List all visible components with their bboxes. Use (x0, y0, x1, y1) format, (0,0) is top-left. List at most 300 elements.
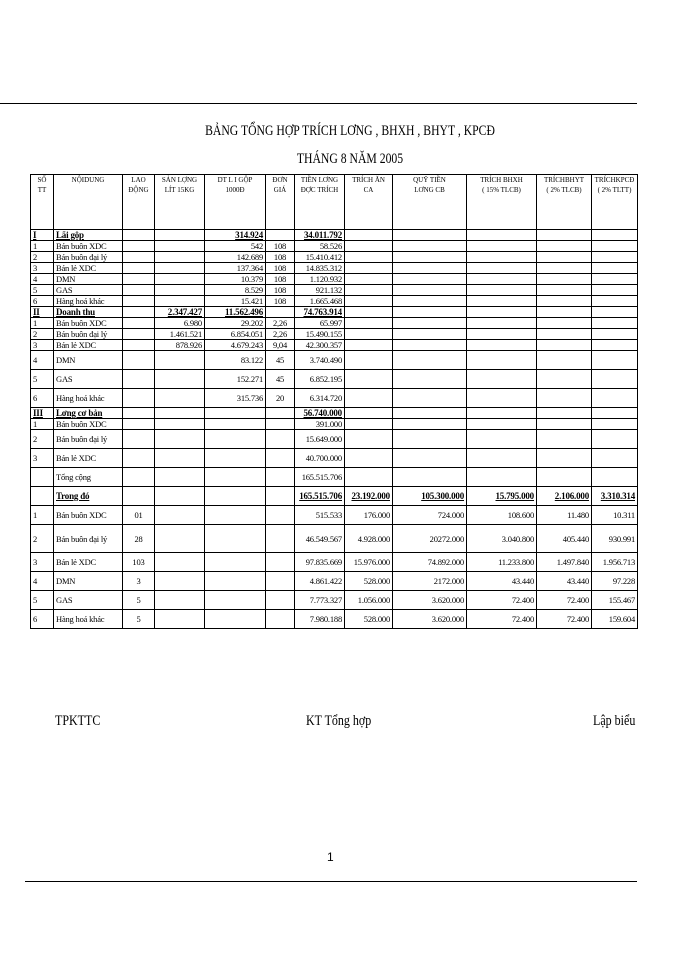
cell-unit-price: 45 (266, 370, 295, 389)
cell-volume (155, 430, 205, 449)
header-base-salary-fund: QUỸ TIỀN LƠNG CB (393, 175, 467, 230)
cell-meal (345, 370, 393, 389)
cell-kpcd (592, 419, 638, 430)
cell-kpcd (592, 449, 638, 468)
cell-salary: 15.490.155 (295, 329, 345, 340)
cell-salary: 74.763.914 (295, 307, 345, 318)
cell-stt: I (31, 230, 54, 241)
cell-kpcd (592, 351, 638, 370)
table-row (31, 468, 638, 487)
cell-unit-price (266, 487, 295, 506)
cell-base-fund: 20272.000 (393, 525, 467, 553)
cell-bhxh (467, 318, 537, 329)
cell-volume (155, 230, 205, 241)
cell-volume (155, 468, 205, 487)
cell-kpcd (592, 430, 638, 449)
cell-stt: 2 (31, 252, 54, 263)
section-row (31, 408, 638, 419)
cell-bhxh (467, 329, 537, 340)
cell-salary: 15.410.412 (295, 252, 345, 263)
cell-salary: 921.132 (295, 285, 345, 296)
cell-stt: 6 (31, 610, 54, 629)
cell-content: DMN (54, 572, 123, 591)
cell-salary: 34.011.792 (295, 230, 345, 241)
table-row (31, 449, 638, 468)
cell-salary: 7.980.188 (295, 610, 345, 629)
cell-bhxh (467, 296, 537, 307)
cell-stt (31, 468, 54, 487)
cell-base-fund (393, 329, 467, 340)
cell-unit-price: 2,26 (266, 329, 295, 340)
cell-unit-price: 108 (266, 285, 295, 296)
table-row (31, 274, 638, 285)
cell-gross: 137.364 (205, 263, 266, 274)
cell-volume: 6.980 (155, 318, 205, 329)
cell-salary: 165.515.706 (295, 468, 345, 487)
cell-unit-price (266, 449, 295, 468)
cell-salary: 1.665.468 (295, 296, 345, 307)
section-row (31, 307, 638, 318)
cell-unit-price (266, 230, 295, 241)
cell-bhxh (467, 307, 537, 318)
cell-volume (155, 296, 205, 307)
cell-bhyt: 2.106.000 (537, 487, 592, 506)
cell-salary: 14.835.312 (295, 263, 345, 274)
cell-meal (345, 285, 393, 296)
signature-preparer: Lập biểu (593, 713, 636, 729)
cell-gross (205, 525, 266, 553)
cell-unit-price (266, 572, 295, 591)
cell-gross (205, 610, 266, 629)
cell-meal (345, 296, 393, 307)
cell-unit-price: 108 (266, 263, 295, 274)
cell-salary: 3.740.490 (295, 351, 345, 370)
cell-content: Bán lẻ XDC (54, 340, 123, 351)
cell-unit-price: 108 (266, 296, 295, 307)
cell-meal: 1.056.000 (345, 591, 393, 610)
cell-meal (345, 468, 393, 487)
cell-labor: 28 (123, 525, 155, 553)
cell-bhyt (537, 340, 592, 351)
cell-content: Bán buôn đại lý (54, 329, 123, 340)
cell-meal (345, 389, 393, 408)
cell-base-fund (393, 263, 467, 274)
cell-bhyt (537, 351, 592, 370)
cell-meal (345, 230, 393, 241)
cell-base-fund (393, 241, 467, 252)
cell-gross: 83.122 (205, 351, 266, 370)
cell-content: Doanh thu (54, 307, 123, 318)
cell-gross: 152.271 (205, 370, 266, 389)
table-row (31, 389, 638, 408)
cell-bhxh (467, 230, 537, 241)
cell-labor (123, 487, 155, 506)
cell-stt: 6 (31, 389, 54, 408)
cell-gross: 315.736 (205, 389, 266, 408)
cell-base-fund: 105.300.000 (393, 487, 467, 506)
cell-labor (123, 263, 155, 274)
header-gross-revenue: DT L I GỘP 1000Đ (205, 175, 266, 230)
cell-unit-price (266, 430, 295, 449)
signature-general-accountant: KT Tổng hợp (306, 713, 372, 729)
cell-bhxh: 108.600 (467, 506, 537, 525)
cell-bhxh: 72.400 (467, 591, 537, 610)
section-row (31, 487, 638, 506)
cell-content: DMN (54, 274, 123, 285)
cell-gross: 10.379 (205, 274, 266, 285)
cell-gross: 6.854.051 (205, 329, 266, 340)
cell-gross (205, 572, 266, 591)
cell-stt: 2 (31, 430, 54, 449)
cell-bhxh (467, 468, 537, 487)
cell-bhyt (537, 468, 592, 487)
cell-content: Bán buôn đại lý (54, 252, 123, 263)
cell-content: Bán buôn XDC (54, 318, 123, 329)
cell-base-fund (393, 307, 467, 318)
cell-bhyt: 43.440 (537, 572, 592, 591)
cell-unit-price (266, 553, 295, 572)
cell-gross (205, 506, 266, 525)
cell-bhxh (467, 252, 537, 263)
cell-volume (155, 408, 205, 419)
cell-labor (123, 449, 155, 468)
cell-gross: 8.529 (205, 285, 266, 296)
cell-gross (205, 591, 266, 610)
cell-gross: 29.202 (205, 318, 266, 329)
cell-content: Bán lẻ XDC (54, 263, 123, 274)
cell-volume (155, 252, 205, 263)
cell-content: GAS (54, 370, 123, 389)
cell-bhyt (537, 263, 592, 274)
cell-gross (205, 430, 266, 449)
cell-salary: 1.120.932 (295, 274, 345, 285)
cell-labor (123, 419, 155, 430)
cell-salary: 46.549.567 (295, 525, 345, 553)
cell-bhyt (537, 241, 592, 252)
table-row (31, 340, 638, 351)
cell-unit-price (266, 525, 295, 553)
cell-bhyt (537, 370, 592, 389)
cell-meal (345, 329, 393, 340)
cell-content: Bán buôn đại lý (54, 430, 123, 449)
cell-kpcd (592, 468, 638, 487)
cell-gross: 314.924 (205, 230, 266, 241)
cell-content: Bán buôn đại lý (54, 525, 123, 553)
cell-meal: 528.000 (345, 572, 393, 591)
cell-content: Bán lẻ XDC (54, 553, 123, 572)
cell-volume (155, 610, 205, 629)
cell-unit-price (266, 419, 295, 430)
cell-kpcd (592, 285, 638, 296)
cell-volume (155, 241, 205, 252)
cell-gross (205, 408, 266, 419)
cell-bhyt: 405.440 (537, 525, 592, 553)
cell-meal (345, 252, 393, 263)
cell-content: Hàng hoá khác (54, 296, 123, 307)
cell-base-fund: 3.620.000 (393, 591, 467, 610)
cell-bhyt (537, 430, 592, 449)
cell-bhyt: 72.400 (537, 591, 592, 610)
cell-bhxh: 43.440 (467, 572, 537, 591)
cell-kpcd: 97.228 (592, 572, 638, 591)
cell-meal (345, 307, 393, 318)
cell-labor (123, 408, 155, 419)
cell-volume (155, 506, 205, 525)
cell-gross (205, 468, 266, 487)
cell-bhyt: 72.400 (537, 610, 592, 629)
cell-salary: 42.300.357 (295, 340, 345, 351)
cell-labor (123, 252, 155, 263)
cell-kpcd (592, 370, 638, 389)
cell-stt: 5 (31, 370, 54, 389)
cell-volume (155, 553, 205, 572)
cell-labor (123, 351, 155, 370)
cell-meal: 4.928.000 (345, 525, 393, 553)
cell-meal (345, 449, 393, 468)
cell-gross: 542 (205, 241, 266, 252)
cell-unit-price (266, 506, 295, 525)
cell-salary: 391.000 (295, 419, 345, 430)
cell-unit-price (266, 610, 295, 629)
cell-stt: 3 (31, 449, 54, 468)
cell-volume (155, 572, 205, 591)
cell-unit-price (266, 408, 295, 419)
cell-unit-price (266, 307, 295, 318)
cell-stt: 3 (31, 553, 54, 572)
cell-labor (123, 340, 155, 351)
cell-base-fund: 74.892.000 (393, 553, 467, 572)
table-row (31, 610, 638, 629)
cell-meal: 528.000 (345, 610, 393, 629)
cell-bhxh (467, 419, 537, 430)
cell-base-fund (393, 430, 467, 449)
cell-stt: 4 (31, 572, 54, 591)
cell-gross: 142.689 (205, 252, 266, 263)
cell-labor (123, 468, 155, 487)
cell-kpcd: 930.991 (592, 525, 638, 553)
cell-unit-price (266, 468, 295, 487)
cell-bhyt (537, 274, 592, 285)
header-bhxh: TRÍCH BHXH ( 15% TLCB) (467, 175, 537, 230)
cell-bhyt (537, 230, 592, 241)
cell-meal (345, 419, 393, 430)
cell-gross (205, 553, 266, 572)
cell-content: Bán lẻ XDC (54, 449, 123, 468)
header-kpcd: TRÍCHKPCĐ ( 2% TLTT) (592, 175, 638, 230)
cell-volume (155, 487, 205, 506)
cell-stt: 4 (31, 274, 54, 285)
table-row (31, 296, 638, 307)
cell-stt: 6 (31, 296, 54, 307)
cell-gross: 11.562.496 (205, 307, 266, 318)
cell-base-fund (393, 389, 467, 408)
cell-stt: 2 (31, 525, 54, 553)
cell-salary: 4.861.422 (295, 572, 345, 591)
cell-stt: 5 (31, 591, 54, 610)
cell-bhxh (467, 408, 537, 419)
cell-base-fund (393, 318, 467, 329)
cell-bhxh (467, 449, 537, 468)
cell-unit-price: 20 (266, 389, 295, 408)
table-row (31, 591, 638, 610)
cell-content: GAS (54, 285, 123, 296)
top-rule (0, 103, 637, 104)
cell-meal (345, 263, 393, 274)
cell-gross (205, 449, 266, 468)
cell-bhyt (537, 296, 592, 307)
cell-volume (155, 389, 205, 408)
cell-meal (345, 274, 393, 285)
cell-labor (123, 329, 155, 340)
cell-bhxh (467, 241, 537, 252)
cell-volume (155, 263, 205, 274)
cell-volume: 2.347.427 (155, 307, 205, 318)
header-stt: SỐ TT (31, 175, 54, 230)
cell-labor (123, 241, 155, 252)
table-row (31, 370, 638, 389)
table-row (31, 318, 638, 329)
cell-gross (205, 487, 266, 506)
cell-bhxh (467, 263, 537, 274)
cell-unit-price: 9,04 (266, 340, 295, 351)
cell-labor: 01 (123, 506, 155, 525)
cell-labor: 3 (123, 572, 155, 591)
document-subtitle: THÁNG 8 NĂM 2005 (296, 151, 404, 167)
cell-kpcd (592, 241, 638, 252)
cell-base-fund (393, 252, 467, 263)
cell-bhyt: 1.497.840 (537, 553, 592, 572)
cell-kpcd (592, 252, 638, 263)
cell-bhyt (537, 419, 592, 430)
cell-bhxh (467, 430, 537, 449)
header-content: NỘIDUNG (54, 175, 123, 230)
cell-kpcd: 159.604 (592, 610, 638, 629)
cell-bhxh (467, 285, 537, 296)
cell-stt: 1 (31, 241, 54, 252)
cell-base-fund (393, 449, 467, 468)
table-body (31, 230, 638, 629)
cell-meal: 176.000 (345, 506, 393, 525)
cell-kpcd (592, 263, 638, 274)
table-row (31, 419, 638, 430)
cell-base-fund (393, 468, 467, 487)
cell-unit-price: 45 (266, 351, 295, 370)
cell-bhyt (537, 252, 592, 263)
cell-unit-price: 108 (266, 252, 295, 263)
cell-content: Hàng hoá khác (54, 389, 123, 408)
cell-gross (205, 419, 266, 430)
cell-stt: 4 (31, 351, 54, 370)
cell-content: Tổng cộng (54, 468, 123, 487)
bottom-rule (25, 881, 637, 882)
cell-kpcd (592, 230, 638, 241)
cell-kpcd (592, 329, 638, 340)
cell-volume (155, 351, 205, 370)
cell-salary: 58.526 (295, 241, 345, 252)
cell-bhxh (467, 340, 537, 351)
cell-bhyt (537, 408, 592, 419)
cell-labor (123, 274, 155, 285)
cell-bhyt: 11.480 (537, 506, 592, 525)
header-volume: SẢN LỢNG LÍT 15KG (155, 175, 205, 230)
cell-meal (345, 318, 393, 329)
cell-kpcd (592, 307, 638, 318)
signature-chief-accountant: TPKTTC (55, 713, 101, 729)
cell-content: Trong đó (54, 487, 123, 506)
cell-labor (123, 370, 155, 389)
cell-stt: II (31, 307, 54, 318)
cell-base-fund (393, 340, 467, 351)
table-row (31, 351, 638, 370)
table-row (31, 241, 638, 252)
cell-labor (123, 230, 155, 241)
cell-bhxh: 72.400 (467, 610, 537, 629)
cell-salary: 7.773.327 (295, 591, 345, 610)
cell-content: Bán buôn XDC (54, 241, 123, 252)
cell-content: Bán buôn XDC (54, 419, 123, 430)
cell-unit-price (266, 591, 295, 610)
cell-volume (155, 419, 205, 430)
cell-unit-price: 108 (266, 274, 295, 285)
cell-kpcd (592, 274, 638, 285)
cell-bhyt (537, 389, 592, 408)
cell-meal: 23.192.000 (345, 487, 393, 506)
cell-bhxh: 3.040.800 (467, 525, 537, 553)
cell-base-fund (393, 274, 467, 285)
cell-bhxh (467, 351, 537, 370)
cell-stt: III (31, 408, 54, 419)
cell-content: Lơng cơ bản (54, 408, 123, 419)
header-unit-price: ĐƠN GIÁ (266, 175, 295, 230)
cell-kpcd: 10.311 (592, 506, 638, 525)
cell-salary: 97.835.669 (295, 553, 345, 572)
cell-salary: 15.649.000 (295, 430, 345, 449)
cell-meal (345, 408, 393, 419)
table-row (31, 263, 638, 274)
cell-salary: 6.314.720 (295, 389, 345, 408)
section-row (31, 230, 638, 241)
cell-meal (345, 351, 393, 370)
cell-base-fund (393, 408, 467, 419)
table-row (31, 553, 638, 572)
table-row (31, 285, 638, 296)
cell-stt: 3 (31, 340, 54, 351)
cell-labor: 5 (123, 591, 155, 610)
cell-kpcd: 3.310.314 (592, 487, 638, 506)
cell-stt: 1 (31, 506, 54, 525)
cell-content: Lãi gộp (54, 230, 123, 241)
cell-bhyt (537, 329, 592, 340)
cell-unit-price: 108 (266, 241, 295, 252)
cell-labor (123, 318, 155, 329)
table-row (31, 506, 638, 525)
cell-base-fund (393, 419, 467, 430)
cell-meal: 15.976.000 (345, 553, 393, 572)
cell-stt: 3 (31, 263, 54, 274)
cell-labor (123, 389, 155, 408)
table-row (31, 329, 638, 340)
cell-stt: 1 (31, 318, 54, 329)
cell-kpcd (592, 408, 638, 419)
table-row (31, 430, 638, 449)
cell-base-fund (393, 351, 467, 370)
cell-base-fund (393, 370, 467, 389)
cell-labor: 103 (123, 553, 155, 572)
cell-kpcd (592, 340, 638, 351)
cell-salary: 65.997 (295, 318, 345, 329)
cell-salary: 515.533 (295, 506, 345, 525)
cell-base-fund: 2172.000 (393, 572, 467, 591)
